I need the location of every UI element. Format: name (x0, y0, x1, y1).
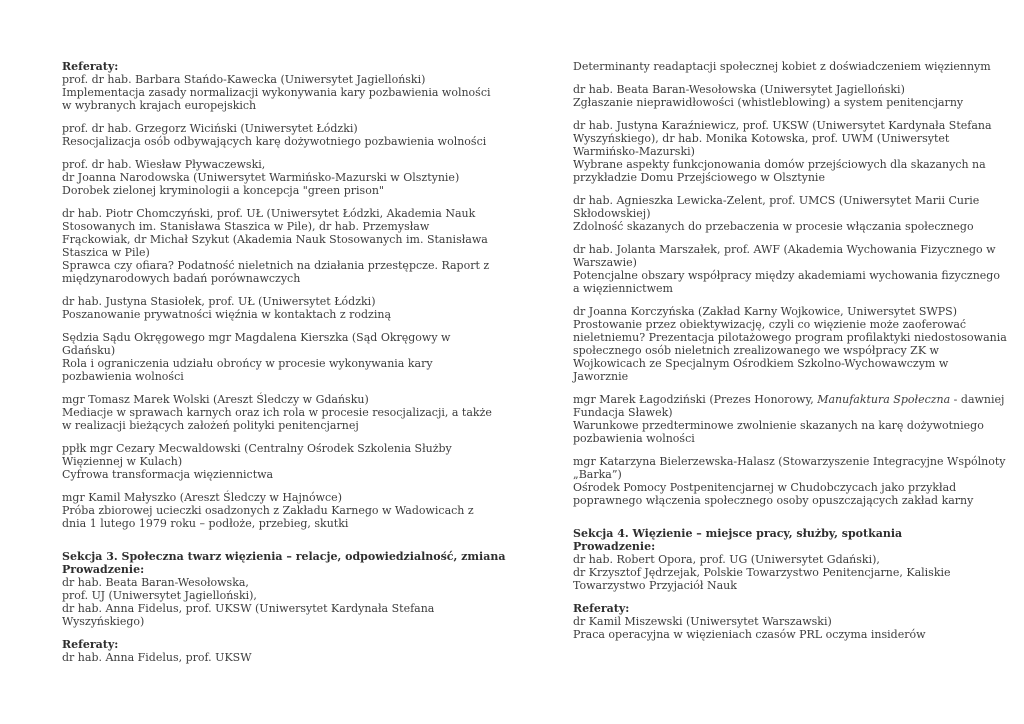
text-line: prof. dr hab. Grzegorz Wiciński (Uniwersytet Łódzki) (62, 122, 358, 135)
text-line: dr Joanna Narodowska (Uniwersytet Warmińsko-Mazurski w Olsztynie) (62, 171, 460, 184)
text-line: Sprawca czy ofiara? Podatność nieletnich na działania przestępcze. Raport z (62, 259, 490, 272)
text-line: Wyszyńskiego), dr hab. Monika Kotowska, prof. UWM (Uniwersytet (573, 132, 950, 145)
text-line: ppłk mgr Cezary Mecwaldowski (Centralny Ośrodek Szkolenia Służby (62, 442, 452, 455)
text-line: Ośrodek Pomocy Postpenitencjarnej w Chudobczycach jako przykład (573, 481, 957, 494)
program-entry (62, 491, 508, 530)
text-line: Zdolność skazanych do przebaczenia w procesie włączania społecznego (573, 220, 974, 233)
program-entry (573, 393, 1015, 445)
text-line: Więziennej w Kulach) (62, 455, 183, 468)
text-line: Frąckowiak, dr Michał Szykut (Akademia Nauk Stosowanych im. Stanisława (62, 233, 488, 246)
text-line: dr hab. Beata Baran-Wesołowska, (62, 576, 249, 589)
text-line: Wybrane aspekty funkcjonowania domów przejściowych dla skazanych na (573, 158, 986, 171)
text-line: Próba zbiorowej ucieczki osadzonych z Zakładu Karnego w Wadowicach z (62, 504, 474, 517)
text-line: Prostowanie przez obiektywizację, czyli co więzienie może zaoferować (573, 318, 967, 331)
text-line: pozbawienia wolności (62, 370, 184, 383)
text-line: Poszanowanie prywatności więźnia w kontaktach z rodziną (62, 308, 392, 321)
program-column-right (573, 60, 1015, 641)
program-entry (62, 60, 508, 112)
text-line: międzynarodowych badań porównawczych (62, 272, 301, 285)
text-line: Potencjalne obszary współpracy między akademiami wychowania fizycznego (573, 269, 1000, 282)
text-line: Fundacja Sławek) (573, 406, 673, 419)
text-line: w realizacji bieżących założeń polityki penitencjarnej (62, 419, 359, 432)
section-block (573, 527, 1015, 592)
program-entry (573, 60, 1015, 73)
text-line: prof. UJ (Uniwersytet Jagielloński), (62, 589, 257, 602)
text-line: dr hab. Anna Fidelus, prof. UKSW (62, 651, 252, 664)
heading-line: Prowadzenie: (573, 540, 656, 553)
text-line: dr hab. Robert Opora, prof. UG (Uniwersytet Gdański), (573, 553, 880, 566)
heading-line: Prowadzenie: (62, 563, 145, 576)
text-line: Cyfrowa transformacja więziennictwa (62, 468, 274, 481)
text-line: Wojkowicach ze Specjalnym Ośrodkiem Szkolno-Wychowawczym w (573, 357, 949, 370)
program-entry (573, 243, 1015, 295)
program-entry (573, 602, 1015, 641)
program-entry (62, 393, 508, 432)
text-line: Staszica w Pile) (62, 246, 150, 259)
text-line: Gdańsku) (62, 344, 116, 357)
text-line: dr hab. Anna Fidelus, prof. UKSW (Uniwersytet Kardynała Stefana (62, 602, 435, 615)
heading-line: Referaty: (573, 602, 630, 615)
text-line: w wybranych krajach europejskich (62, 99, 257, 112)
text-line: mgr Tomasz Marek Wolski (Areszt Śledczy w Gdańsku) (62, 393, 369, 406)
text-line: Determinanty readaptacji społecznej kobiet z doświadczeniem więziennym (573, 60, 991, 73)
text-line: Praca operacyjna w więzieniach czasów PRL oczyma insiderów (573, 628, 926, 641)
program-entry (62, 295, 508, 321)
text-line: Warunkowe przedterminowe zwolnienie skazanych na karę dożywotniego (573, 419, 984, 432)
text-line: dr hab. Agnieszka Lewicka-Zelent, prof. UMCS (Uniwersytet Marii Curie (573, 194, 980, 207)
text-line (573, 393, 1015, 406)
program-entry (62, 158, 508, 197)
text-line: mgr Kamil Małyszko (Areszt Śledczy w Hajnówce) (62, 491, 342, 504)
text-line: Zgłaszanie nieprawidłowości (whistleblowing) a system penitencjarny (573, 96, 964, 109)
heading-line: Referaty: (62, 638, 119, 651)
text-line: dr hab. Beata Baran-Wesołowska (Uniwersytet Jagielloński) (573, 83, 905, 96)
section-block (62, 550, 508, 628)
program-column-left (62, 60, 508, 664)
text-line: przykładzie Domu Przejściowego w Olsztynie (573, 171, 825, 184)
program-entry (62, 638, 508, 664)
heading-line: Sekcja 4. Więzienie – miejsce pracy, służby, spotkania (573, 527, 903, 540)
text-line: społecznego osób nieletnich zrealizowanego we współpracy ZK w (573, 344, 939, 357)
text-line: a więziennictwem (573, 282, 673, 295)
text-line: Towarzystwo Przyjaciół Nauk (573, 579, 737, 592)
text-line: dr Krzysztof Jędrzejak, Polskie Towarzystwo Penitencjarne, Kaliskie (573, 566, 951, 579)
text-line: „Barka”) (573, 468, 622, 481)
text-line: dr hab. Justyna Stasiołek, prof. UŁ (Uniwersytet Łódzki) (62, 295, 376, 308)
text-line: pozbawienia wolności (573, 432, 695, 445)
text-line: dnia 1 lutego 1979 roku – podłoże, przebieg, skutki (62, 517, 349, 530)
text-line: poprawnego włączenia społecznego osoby opuszczających zakład karny (573, 494, 974, 507)
program-entry (62, 442, 508, 481)
program-entry (573, 83, 1015, 109)
text-line: Rola i ograniczenia udziału obrońcy w procesie wykonywania kary (62, 357, 433, 370)
text-line: Skłodowskiej) (573, 207, 651, 220)
heading-line: Sekcja 3. Społeczna twarz więzienia – relacje, odpowiedzialność, zmiana (62, 550, 506, 563)
program-entry (62, 207, 508, 285)
text-line: Sędzia Sądu Okręgowego mgr Magdalena Kierszka (Sąd Okręgowy w (62, 331, 451, 344)
text-run: mgr Marek Łagodziński (Prezes Honorowy, (573, 393, 818, 406)
program-entry (573, 119, 1015, 184)
text-line: Jaworznie (573, 370, 629, 383)
text-line: Wyszyńskiego) (62, 615, 145, 628)
program-entry (573, 194, 1015, 233)
text-run: - dawniej (950, 393, 1005, 406)
text-line: dr Joanna Korczyńska (Zakład Karny Wojkowice, Uniwersytet SWPS) (573, 305, 957, 318)
text-line: prof. dr hab. Barbara Stańdo-Kawecka (Uniwersytet Jagielloński) (62, 73, 426, 86)
program-entry (62, 122, 508, 148)
text-line: Dorobek zielonej kryminologii a koncepcja "green prison" (62, 184, 384, 197)
text-line: dr hab. Justyna Karaźniewicz, prof. UKSW (Uniwersytet Kardynała Stefana (573, 119, 992, 132)
text-line: nieletniemu? Prezentacja pilotażowego program profilaktyki niedostosowania (573, 331, 1007, 344)
text-line: Warszawie) (573, 256, 637, 269)
text-line: dr Kamil Miszewski (Uniwersytet Warszawski) (573, 615, 832, 628)
heading-line: Referaty: (62, 60, 119, 73)
italic-text-run: Manufaktura Społeczna (817, 393, 951, 406)
text-line: Stosowanych im. Stanisława Staszica w Pile), dr hab. Przemysław (62, 220, 430, 233)
program-entry (573, 305, 1015, 383)
program-entry (573, 455, 1015, 507)
program-entry (62, 331, 508, 383)
text-line: Mediacje w sprawach karnych oraz ich rola w procesie resocjalizacji, a także (62, 406, 492, 419)
text-line: Warmińsko-Mazurski) (573, 145, 695, 158)
text-line: dr hab. Piotr Chomczyński, prof. UŁ (Uniwersytet Łódzki, Akademia Nauk (62, 207, 476, 220)
text-line: dr hab. Jolanta Marszałek, prof. AWF (Akademia Wychowania Fizycznego w (573, 243, 996, 256)
text-line: Resocjalizacja osób odbywających karę dożywotniego pozbawienia wolności (62, 135, 487, 148)
text-line: prof. dr hab. Wiesław Pływaczewski, (62, 158, 266, 171)
text-line: mgr Katarzyna Bielerzewska-Halasz (Stowarzyszenie Integracyjne Wspólnoty (573, 455, 1006, 468)
text-line: Implementacja zasady normalizacji wykonywania kary pozbawienia wolności (62, 86, 491, 99)
